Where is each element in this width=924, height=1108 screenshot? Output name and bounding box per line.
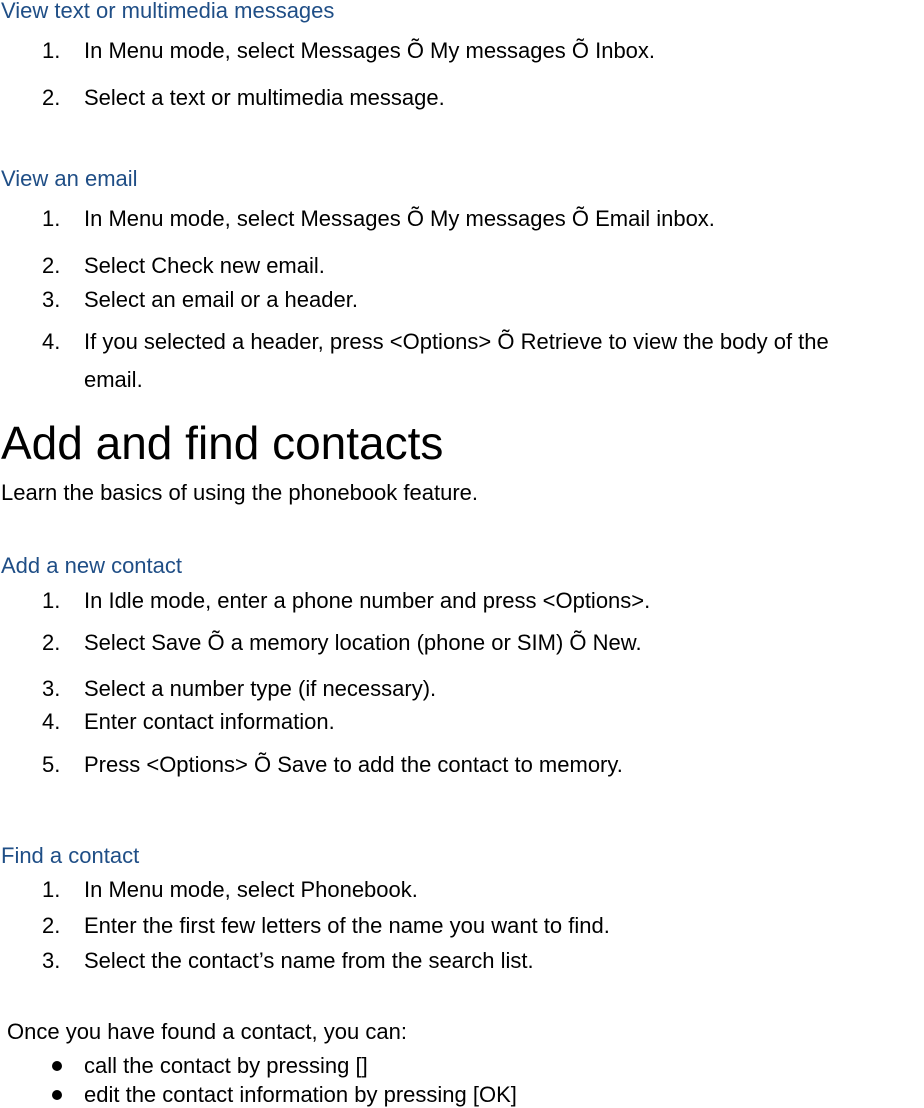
step-number: 1. (42, 877, 61, 902)
step-number: 1. (42, 38, 61, 63)
step-text: Enter contact information. (84, 709, 335, 734)
step-text: If you selected a header, press <Options> Õ Retrieve to view the body of the (84, 329, 829, 354)
section-heading-add-contact: Add a new contact (1, 553, 183, 578)
bullet-text: call the contact by pressing [] (84, 1053, 368, 1078)
bullet-dot-icon (52, 1090, 62, 1100)
section-heading-find-contact: Find a contact (1, 843, 140, 868)
step-text-continuation: email. (84, 367, 143, 392)
step-text: Select the contact’s name from the search list. (84, 948, 534, 973)
step-text: In Menu mode, select Phonebook. (84, 877, 418, 902)
step-number: 3. (42, 287, 61, 312)
chapter-intro: Learn the basics of using the phonebook feature. (1, 480, 479, 505)
step-text: In Idle mode, enter a phone number and press <Options>. (84, 588, 651, 613)
step-text: Press <Options> Õ Save to add the contact to memory. (84, 752, 623, 777)
chapter-title: Add and find contacts (1, 417, 444, 469)
step-number: 2. (42, 630, 61, 655)
step-text: Enter the first few letters of the name you want to find. (84, 913, 610, 938)
step-number: 4. (42, 709, 61, 734)
step-number: 3. (42, 676, 61, 701)
step-text: Select a text or multimedia message. (84, 85, 445, 110)
step-number: 2. (42, 253, 61, 278)
step-text: In Menu mode, select Messages Õ My messages Õ Inbox. (84, 38, 656, 63)
section-heading-view-email: View an email (1, 166, 138, 191)
step-number: 1. (42, 588, 61, 613)
section-heading-view-messages: View text or multimedia messages (1, 0, 335, 23)
step-number: 5. (42, 752, 61, 777)
step-number: 2. (42, 85, 61, 110)
bullet-dot-icon (52, 1061, 62, 1071)
step-number: 4. (42, 329, 61, 354)
once-found-intro: Once you have found a contact, you can: (7, 1019, 407, 1044)
step-text: Select a number type (if necessary). (84, 676, 437, 701)
step-number: 2. (42, 913, 61, 938)
bullet-text: edit the contact information by pressing [OK] (84, 1082, 517, 1107)
step-number: 1. (42, 206, 61, 231)
step-number: 3. (42, 948, 61, 973)
step-text: In Menu mode, select Messages Õ My messages Õ Email inbox. (84, 206, 715, 231)
step-text: Select Save Õ a memory location (phone or SIM) Õ New. (84, 630, 642, 655)
step-text: Select an email or a header. (84, 287, 358, 312)
step-text: Select Check new email. (84, 253, 325, 278)
